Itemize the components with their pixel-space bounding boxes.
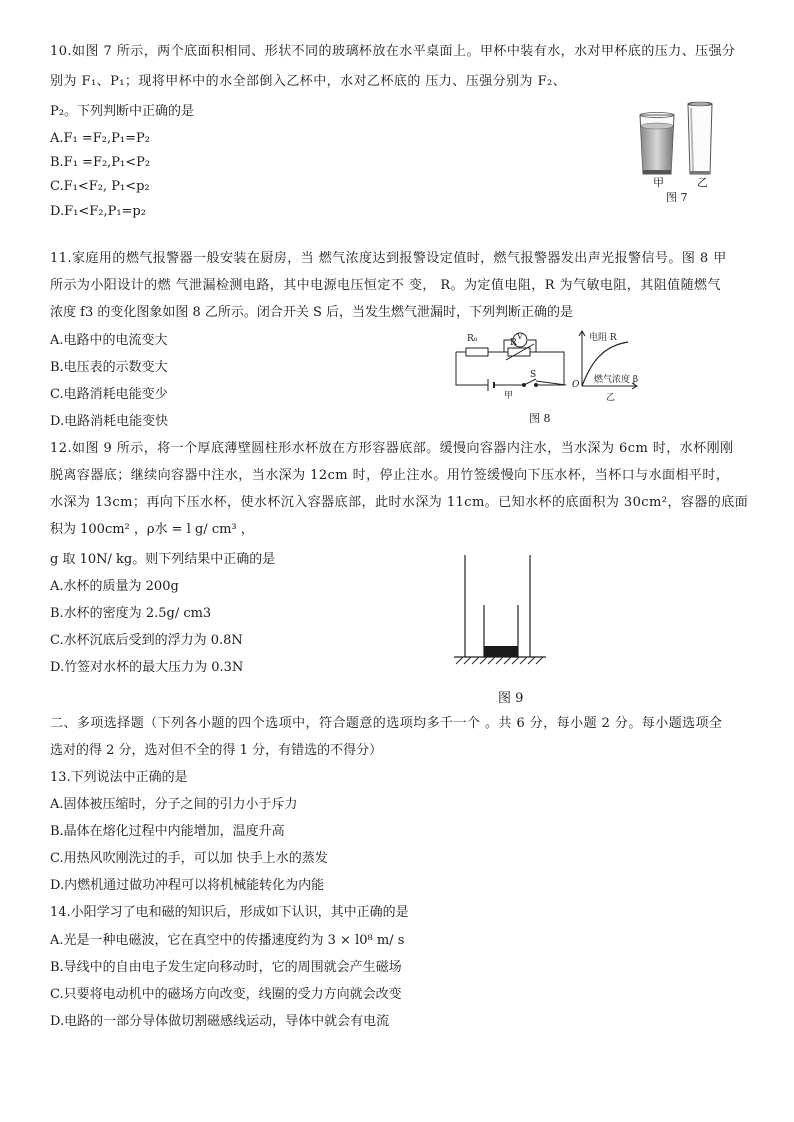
q14-option-a: A.光是一种电磁波，它在真空中的传播速度约为 3 × l0⁸ m/ s bbox=[50, 933, 405, 948]
fig8-caption: 图 8 bbox=[529, 412, 551, 425]
q12-stem-line-1: 12.如图 9 所示，将一个厚底薄壁圆柱形水杯放在方形容器底部。缓慢向容器内注水，当水深为 6cm 时，水杯刚刚 bbox=[50, 441, 734, 456]
cup-thick-bottom bbox=[484, 646, 518, 657]
fig8-yaxis-label: 电阻 R bbox=[589, 333, 617, 343]
q11-option-d: D.电路消耗电能变快 bbox=[50, 414, 169, 429]
fig8-r0-label: R₀ bbox=[467, 334, 478, 344]
q12-option-a: A.水杯的质量为 200g bbox=[50, 579, 179, 594]
q11-option-c: C.电路消耗电能变少 bbox=[50, 387, 168, 402]
q14-option-d: D.电路的一部分导体做切割磁感线运动，导体中就会有电流 bbox=[50, 1014, 390, 1029]
q11-stem-line-3: 浓度 f3 的变化图象如图 8 乙所示。闭合开关 S 后，当发生燃气泄漏时，下列判断正确的是 bbox=[50, 305, 574, 320]
fig8-switch-label: S bbox=[530, 370, 537, 380]
q10-option-b: B.F₁ =F₂,P₁<P₂ bbox=[50, 155, 151, 170]
q14-stem: 14.小阳学习了电和磁的知识后，形成如下认识，其中正确的是 bbox=[50, 905, 409, 920]
fig8-xaxis-label: 燃气浓度 β bbox=[594, 375, 639, 385]
q13-option-c: C.用热风吹刚洗过的手，可以加 快手上水的蒸发 bbox=[50, 851, 328, 866]
fig8-sub-label-jia: 甲 bbox=[504, 391, 514, 401]
q12-stem-line-5: g 取 10N/ kg。则下列结果中正确的是 bbox=[50, 552, 276, 567]
q14-option-b: B.导线中的自由电子发生定向移动时，它的周围就会产生磁场 bbox=[50, 960, 402, 975]
glass-yi bbox=[688, 102, 712, 174]
figure-8 bbox=[444, 328, 644, 428]
q12-option-b: B.水杯的密度为 2.5g/ cm3 bbox=[50, 606, 212, 621]
r0-resistor bbox=[466, 348, 488, 356]
q12-stem-line-4: 积为 100cm² ，ρ水 = l g/ cm³ ， bbox=[50, 522, 254, 537]
q10-option-a: A.F₁ =F₂,P₁=P₂ bbox=[50, 131, 150, 146]
container-with-cup-illustration bbox=[450, 553, 550, 668]
fig8-voltmeter-label: V bbox=[517, 332, 523, 341]
q10-stem-line-3: P₂。下列判断中正确的是 bbox=[50, 104, 194, 119]
q10-stem-line-2: 别为 F₁、P₁；现将甲杯中的水全部倒入乙杯中，水对乙杯底的 压力、压强分别为 F₂、 bbox=[50, 74, 567, 89]
q10-option-d: D.F₁<F₂,P₁=p₂ bbox=[50, 204, 146, 219]
section-2-heading-line-2: 选对的得 2 分，选对但不全的得 1 分，有错选的不得分） bbox=[50, 743, 383, 758]
section-2-heading-line-1: 二、多项选择题（下列各小题的四个选项中，符合题意的选项均多千一个 。共 6 分，每小题 2 分。每小题选项全 bbox=[50, 716, 723, 731]
q12-stem-line-2: 脱离容器底；继续向容器中注水，当水深为 12cm 时，停止注水。用竹签缓慢向下压水杯，当杯口与水面相平时， bbox=[50, 468, 730, 483]
q11-stem-line-2: 所示为小阳设计的燃 气泄漏检测电路，其中电源电压恒定不 变， R。为定值电阻，R 为气敏电阻，其阻值随燃气 bbox=[50, 278, 721, 293]
ground-hatching bbox=[456, 657, 543, 664]
fig8-origin-label: O bbox=[572, 380, 580, 390]
q10-option-c: C.F₁<F₂, P₁<p₂ bbox=[50, 179, 150, 194]
q12-option-c: C.水杯沉底后受到的浮力为 0.8N bbox=[50, 633, 243, 648]
q13-option-b: B.晶体在熔化过程中内能增加，温度升高 bbox=[50, 824, 285, 839]
figure-7 bbox=[636, 100, 726, 210]
q13-option-a: A.固体被压缩时，分子之间的引力小于斥力 bbox=[50, 797, 298, 812]
q14-option-c: C.只要将电动机中的磁场方向改变，线圈的受力方向就会改变 bbox=[50, 987, 402, 1002]
q13-stem: 13.下列说法中正确的是 bbox=[50, 770, 188, 785]
fig8-r-label: R bbox=[510, 338, 517, 348]
q11-stem-line-1: 11.家庭用的燃气报警器一般安装在厨房，当 燃气浓度达到报警设定值时，燃气报警器发出声光报警信号。图 8 甲 bbox=[50, 251, 727, 266]
q12-option-d: D.竹签对水杯的最大压力为 0.3N bbox=[50, 660, 244, 675]
q11-option-a: A.电路中的电流变大 bbox=[50, 333, 168, 348]
figure-9 bbox=[450, 553, 550, 706]
q11-option-b: B.电压表的示数变大 bbox=[50, 360, 168, 375]
fig9-caption: 图 9 bbox=[498, 691, 524, 706]
glass-jia bbox=[640, 113, 674, 175]
q12-stem-line-3: 水深为 13cm；再向下压水杯，使水杯沉入容器底部，此时水深为 11cm。已知水杯的底面积为 30cm²，容器的底面 bbox=[50, 495, 749, 510]
fig7-label-jia: 甲 bbox=[653, 176, 664, 189]
q10-stem-line-1: 10.如图 7 所示，两个底面积相同、形状不同的玻璃杯放在水平桌面上。甲杯中装有水，水对甲杯底的压力、压强分 bbox=[50, 44, 736, 59]
fig7-caption: 图 7 bbox=[666, 191, 688, 204]
q13-option-d: D.内燃机通过做功冲程可以将机械能转化为内能 bbox=[50, 878, 325, 893]
fig8-sub-label-yi: 乙 bbox=[606, 393, 616, 403]
fig7-label-yi: 乙 bbox=[697, 176, 708, 189]
